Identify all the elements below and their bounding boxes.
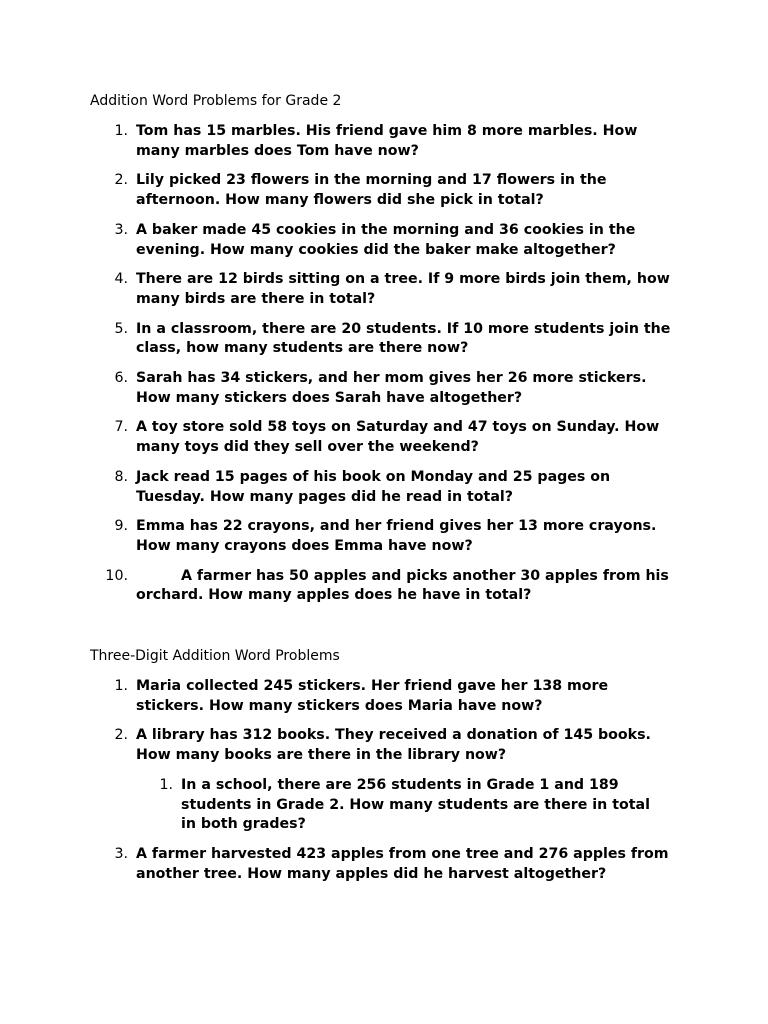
item-text: There are 12 birds sitting on a tree. If 9 more birds join them, how many birds are there in total? (136, 271, 670, 307)
list-item (0, 171, 676, 211)
item-number: 3. (114, 221, 128, 238)
item-text: A farmer has 50 apples and picks another 30 apples from his orchard. How many apples does he have in total? (136, 567, 669, 604)
list-item (0, 122, 676, 162)
list-item (0, 221, 676, 261)
list-item (0, 468, 676, 508)
item-number: 2. (114, 727, 128, 744)
item-number: 2. (114, 172, 128, 189)
item-text: In a classroom, there are 20 students. If 10 more students join the class, how many students are there now? (136, 320, 671, 357)
list-item (0, 369, 676, 409)
item-number: 3. (114, 845, 128, 862)
item-text: A farmer harvested 423 apples from one tree and 276 apples from another tree. How many apples did he harvest altogether? (136, 845, 669, 882)
item-text: Sarah has 34 stickers, and her mom gives her 26 more stickers. How many stickers does Sarah have altogether? (136, 369, 647, 406)
item-number: 7. (114, 419, 128, 436)
item-number: 4. (114, 271, 128, 288)
item-number: 10. (105, 567, 128, 584)
section-heading-grade-2: Addition Word Problems for Grade 2 (90, 93, 342, 109)
list-item (0, 517, 676, 557)
item-number: 8. (114, 468, 128, 485)
list-item (0, 677, 676, 717)
item-text: Maria collected 245 stickers. Her friend gave her 138 more stickers. How many stickers does Maria have now? (136, 678, 609, 714)
item-number: 1. (114, 678, 128, 694)
item-text: Lily picked 23 flowers in the morning and 17 flowers in the afternoon. How many flowers did she pick in total? (136, 172, 607, 209)
item-text: A baker made 45 cookies in the morning and 36 cookies in the evening. How many cookies did the baker make altogether? (136, 221, 636, 258)
list-item (0, 567, 676, 607)
list-item (0, 270, 676, 310)
item-text: In a school, there are 256 students in Grade 1 and 189 students in Grade 2. How many students are there in total in both grades? (181, 776, 650, 833)
list-item (0, 726, 676, 766)
item-text: A toy store sold 58 toys on Saturday and 47 toys on Sunday. How many toys did they sell over the weekend? (136, 419, 660, 456)
three-digit-problem-list (0, 677, 768, 894)
grade-2-problem-list (0, 122, 768, 616)
item-text: Emma has 22 crayons, and her friend gives her 13 more crayons. How many crayons does Emma have now? (136, 518, 657, 554)
section-heading-three-digit: Three-Digit Addition Word Problems (90, 648, 340, 664)
item-number: 1. (159, 776, 173, 793)
list-item (0, 418, 676, 458)
item-text: A library has 312 books. They received a donation of 145 books. How many books are there in the library now? (136, 727, 651, 764)
item-text: Tom has 15 marbles. His friend gave him 8 more marbles. How many marbles does Tom have now? (136, 123, 638, 159)
item-text: Jack read 15 pages of his book on Monday and 25 pages on Tuesday. How many pages did he read in total? (136, 468, 611, 505)
item-number: 9. (114, 518, 128, 535)
item-number: 6. (114, 369, 128, 386)
item-number: 5. (114, 320, 128, 337)
list-item (0, 320, 676, 360)
nested-list-item (0, 776, 651, 835)
list-item (0, 845, 676, 885)
item-number: 1. (114, 123, 128, 139)
